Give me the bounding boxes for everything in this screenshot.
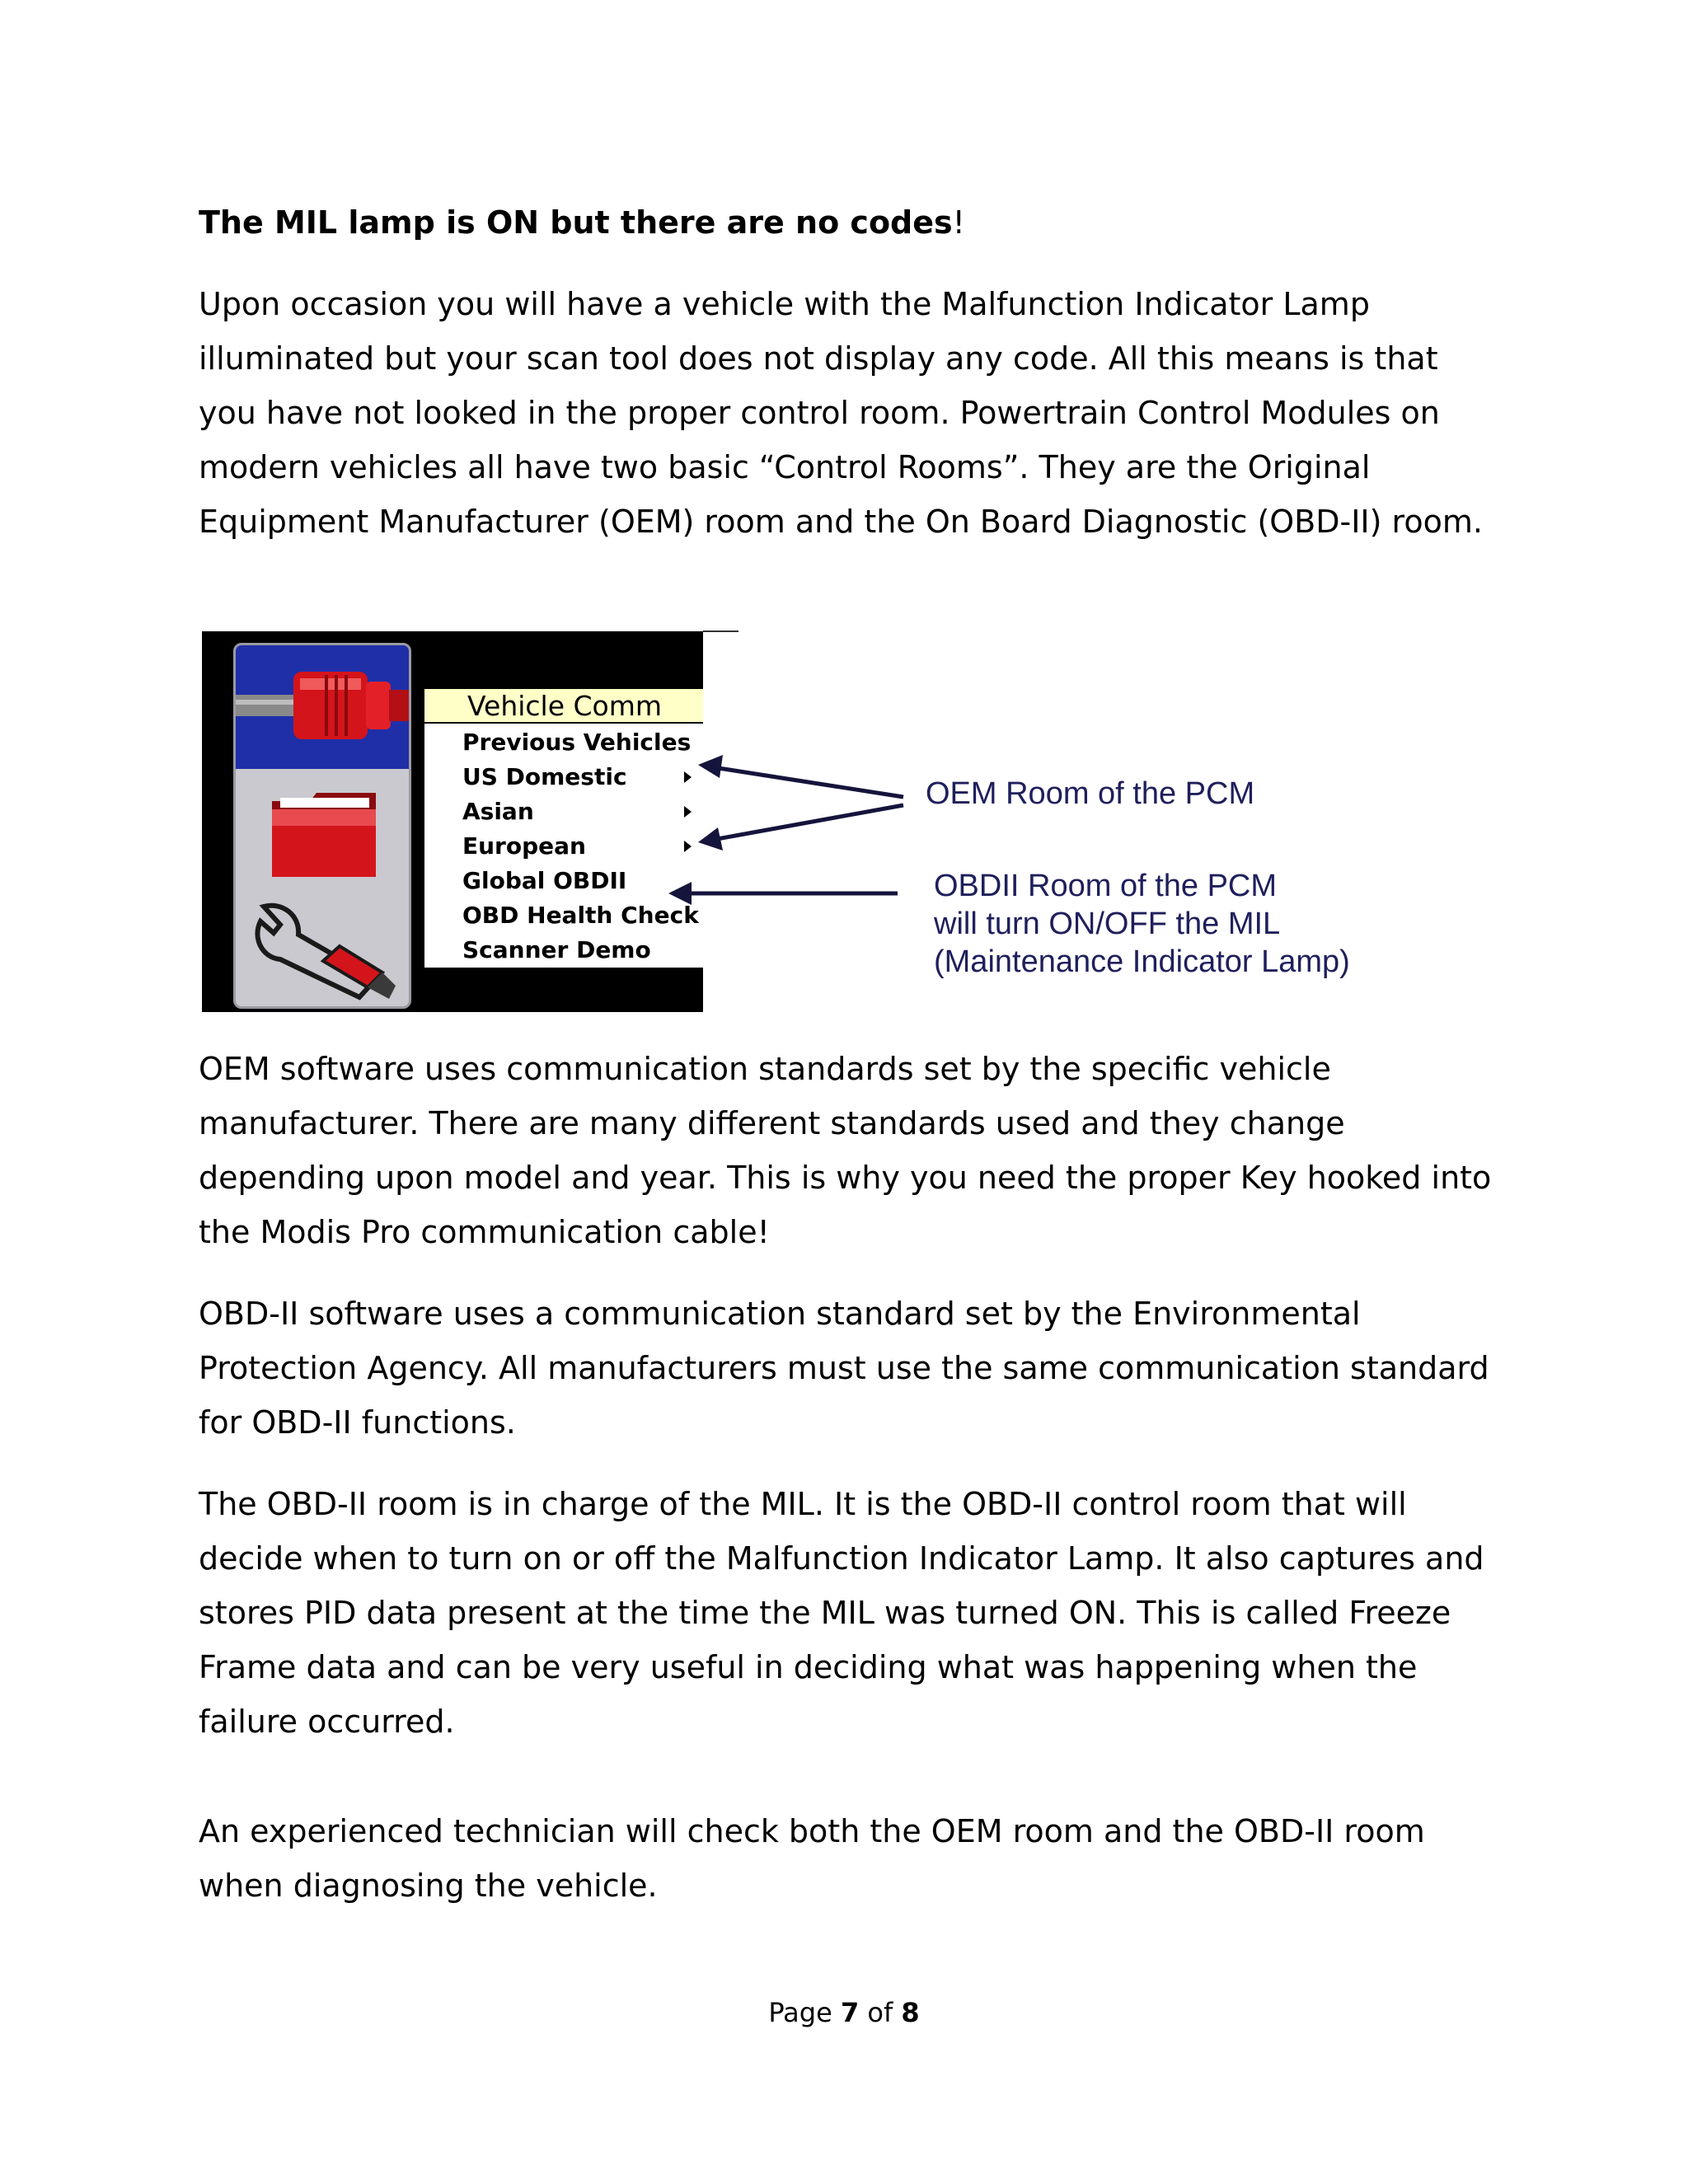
paragraph-text: OBD-II software uses a communication standard set by the Environmental Protection Agency. All manufacturers must use the same communication standard for OBD-II functions. [199,1296,1489,1441]
menu-title-vehicle-comm[interactable]: Vehicle Comm [424,689,703,724]
paragraph-text: Upon occasion you will have a vehicle with the Malfunction Indicator Lamp illuminated but your scan tool does not display any code. All this means is that you have not looked in the proper control room. Powertrain Control Modules on modern vehicles all have two basic “Control Rooms”. They are the Original Equipment Manufacturer (OEM) room and the On Board Diagnostic (OBD-II) room. [199,286,1483,540]
footer-current-page: 7 [840,1997,860,2028]
paragraph-obdii-room [199,1477,1501,1749]
callout-obdii-line: OBDII Room of the PCM [934,869,1278,903]
menu-item-label: Scanner Demo [462,936,651,963]
arrowhead-oem-us-domestic [698,755,723,778]
footer-total-pages: 8 [901,1997,920,2028]
arrowhead-oem-european [698,827,723,851]
footer-prefix: Page [768,1997,832,2028]
menu-item-label: European [462,832,586,860]
arrow-oem-us-domestic [708,766,903,797]
menu-item-label: Previous Vehicles [462,729,692,756]
footer-of: of [867,1997,893,2028]
paragraph-obdii-software [199,1286,1501,1450]
heading-exclamation: ! [952,204,965,241]
callout-obdii-room [934,867,1350,981]
section-heading [199,194,1501,251]
menu-item-label: Global OBDII [462,867,627,894]
paragraph-text: An experienced technician will check both the OEM room and the OBD-II room when diagnosing the vehicle. [199,1813,1425,1904]
callout-obdii-line: will turn ON/OFF the MIL [934,907,1281,941]
arrow-oem-european [708,805,903,841]
paragraph-oem-software [199,1042,1501,1259]
heading-bold-text: The MIL lamp is ON but there are no codes [199,204,953,241]
callout-oem-room: OEM Room of the PCM [926,776,1255,811]
menu-item-label: Asian [462,798,534,825]
paragraph-control-rooms [199,277,1501,549]
paragraph-experienced-technician [199,1804,1501,1913]
page-footer [0,1994,1688,2031]
paragraph-text: The OBD-II room is in charge of the MIL. It is the OBD-II control room that will decide when to turn on or off the Malfunction Indicator Lamp. It also captures and stores PID data present at the time the MIL was turned ON. This is called Freeze Frame data and can be very useful in deciding what was happening when the failure occurred. [199,1486,1484,1740]
menu-item-label: US Domestic [462,763,627,790]
menu-item-label: OBD Health Check [462,902,699,929]
arrowhead-obdii-global [668,882,692,905]
vehicle-comm-menu-figure [199,628,1418,1015]
callout-obdii-line: (Maintenance Indicator Lamp) [934,944,1350,979]
paragraph-text: OEM software uses communication standards set by the specific vehicle manufacturer. There are many different standards used and they change depending upon model and year. This is why you need the proper Key hooked into the Modis Pro communication cable! [199,1051,1492,1250]
